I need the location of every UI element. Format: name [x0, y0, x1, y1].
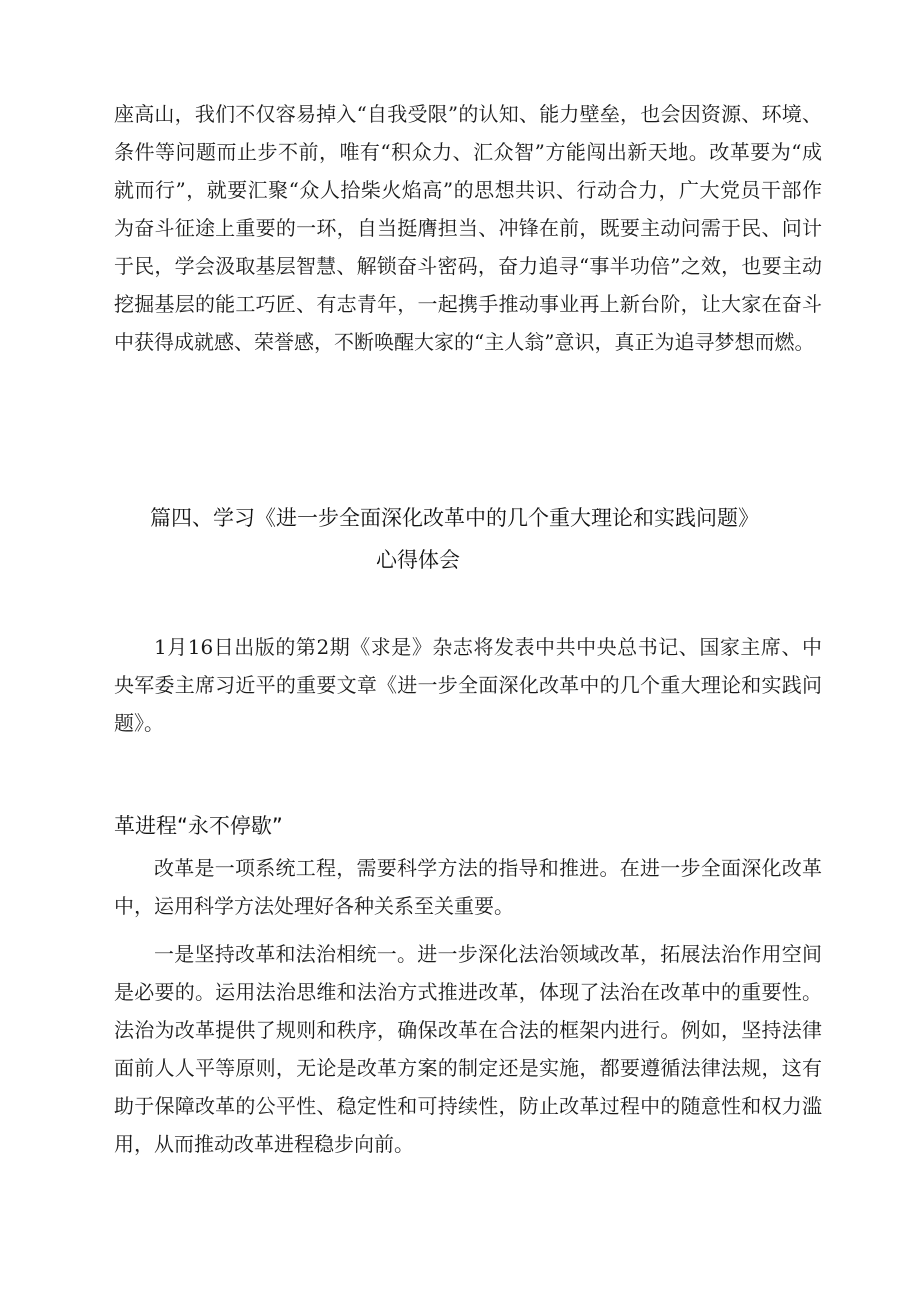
- body-paragraph: 改革是一项系统工程，需要科学方法的指导和推进。在进一步全面深化改革中，运用科学方法处理好各种关系至关重要。: [114, 856, 822, 918]
- section-heading-line1: 篇四、学习《进一步全面深化改革中的几个重大理论和实践问题》: [150, 506, 759, 530]
- section-heading: [150, 497, 850, 581]
- section-heading-line2: 心得体会: [376, 548, 460, 572]
- body-paragraph: 一是坚持改革和法治相统一。进一步深化法治领域改革，拓展法治作用空间是必要的。运用法治思维和法治方式推进改革，体现了法治在改革中的重要性。法治为改革提供了规则和秩序，确保改革在合法的框架内进行。例如，坚持法律面前人人平等原则，无论是改革方案的制定还是实施，都要遵循法律法规，这有助于保障改革的公平性、稳定性和可持续性，防止改革过程中的随意性和权力滥用，从而推动改革进程稳步向前。: [114, 942, 822, 1156]
- body-paragraph: 座高山，我们不仅容易掉入“自我受限”的认知、能力壁垒，也会因资源、环境、条件等问题而止步不前，唯有“积众力、汇众智”方能闯出新天地。改革要为“成就而行”，就要汇聚“众人拾柴火焰高”的思想共识、行动合力，广大党员干部作为奋斗征途上重要的一环，自当挺膺担当、冲锋在前，既要主动问需于民、问计于民，学会汲取基层智慧、解锁奋斗密码，奋力追寻“事半功倍”之效，也要主动挖掘基层的能工巧匠、有志青年，一起携手推动事业再上新台阶，让大家在奋斗中获得成就感、荣誉感，不断唤醒大家的“主人翁”意识，真正为追寻梦想而燃。: [114, 102, 822, 354]
- subheading: 革进程“永不停歇”: [114, 814, 283, 838]
- intro-paragraph: 1月16日出版的第2期《求是》杂志将发表中共中央总书记、国家主席、中央军委主席习近平的重要文章《进一步全面深化改革中的几个重大理论和实践问题》。: [114, 635, 822, 735]
